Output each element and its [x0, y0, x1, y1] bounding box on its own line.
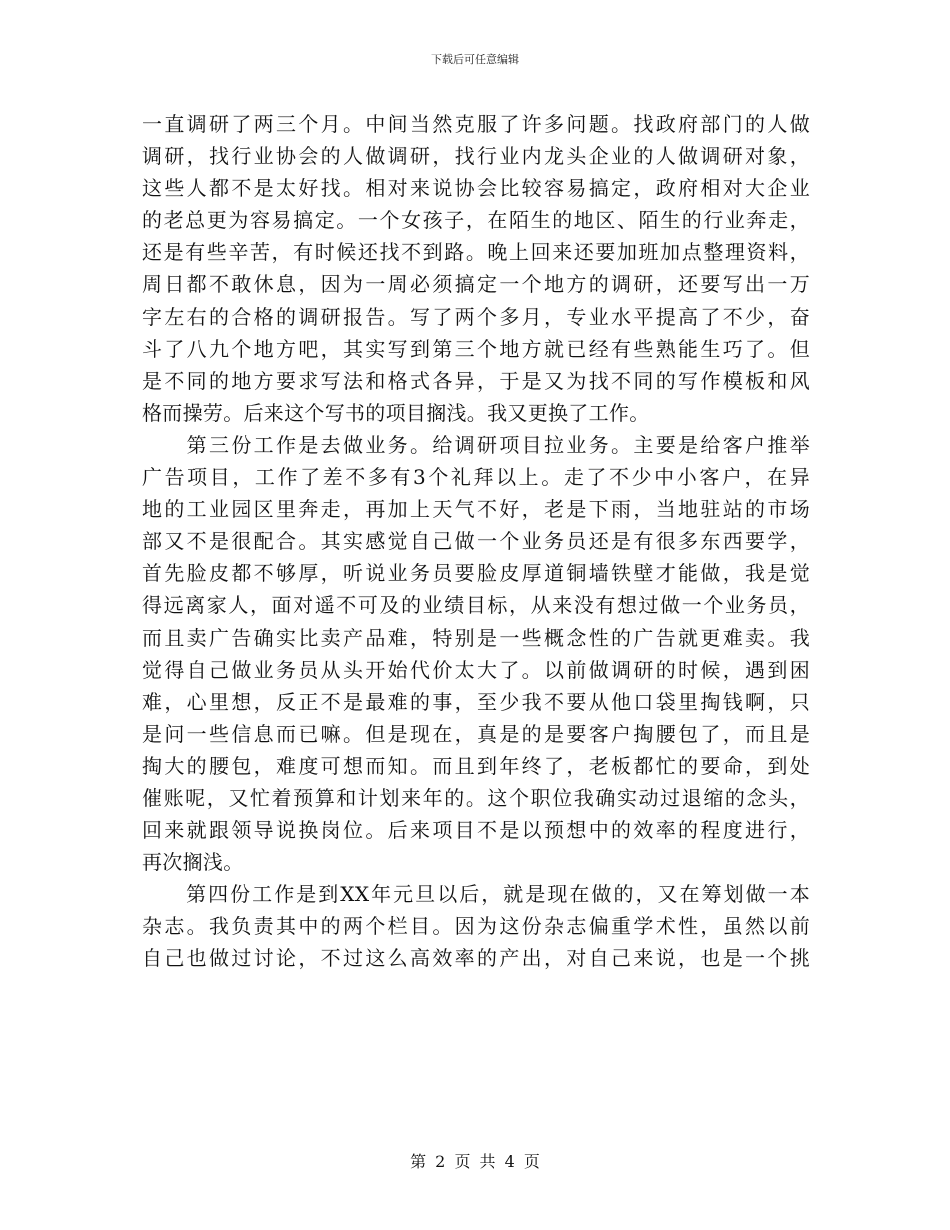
text-line: 周日都不敢休息，因为一周必须搞定一个地方的调研，还要写出一万: [142, 272, 810, 297]
text-line: 是问一些信息而已嘛。但是现在，真是的是要客户掏腰包了，而且是: [142, 721, 810, 746]
text-line: 再次搁浅。: [142, 850, 244, 875]
text-line: 广告项目，工作了差不多有3个礼拜以上。走了不少中小客户，在异: [142, 465, 810, 490]
page-footer: 第 2 页 共 4 页: [410, 1152, 540, 1171]
document-body: [142, 108, 810, 975]
text-line: 的老总更为容易搞定。一个女孩子，在陌生的地区、陌生的行业奔走，: [142, 208, 810, 233]
text-line: 觉得自己做业务员从头开始代价太大了。以前做调研的时候，遇到困: [142, 657, 810, 682]
text-line: 杂志。我负责其中的两个栏目。因为这份杂志偏重学术性，虽然以前: [142, 914, 810, 939]
text-line: 回来就跟领导说换岗位。后来项目不是以预想中的效率的程度进行，: [142, 818, 810, 843]
text-line: 第三份工作是去做业务。给调研项目拉业务。主要是给客户推举: [142, 432, 810, 457]
text-line: 是不同的地方要求写法和格式各异，于是又为找不同的写作模板和风: [142, 368, 810, 393]
text-line: 一直调研了两三个月。中间当然克服了许多问题。找政府部门的人做: [142, 112, 810, 136]
text-line: 掏大的腰包，难度可想而知。而且到年终了，老板都忙的要命，到处: [142, 753, 810, 778]
text-line: 格而操劳。后来这个写书的项目搁浅。我又更换了工作。: [142, 400, 650, 425]
text-line: 首先脸皮都不够厚，听说业务员要脸皮厚道铜墙铁壁才能做，我是觉: [142, 561, 810, 586]
text-line: 自己也做过讨论，不过这么高效率的产出，对自己来说，也是一个挑: [142, 946, 810, 971]
text-line: 这些人都不是太好找。相对来说协会比较容易搞定，政府相对大企业: [142, 176, 810, 201]
text-line: 地的工业园区里奔走，再加上天气不好，老是下雨，当地驻站的市场: [142, 497, 810, 522]
page-header: 下载后可任意编辑: [431, 53, 519, 66]
text-line: 字左右的合格的调研报告。写了两个多月，专业水平提高了不少，奋: [142, 304, 810, 329]
text-line: 还是有些辛苦，有时候还找不到路。晚上回来还要加班加点整理资料，: [142, 240, 810, 265]
text-line: 难，心里想，反正不是最难的事，至少我不要从他口袋里掏钱啊，只: [142, 689, 810, 714]
text-line: 调研，找行业协会的人做调研，找行业内龙头企业的人做调研对象，: [142, 144, 810, 169]
text-line: 而且卖广告确实比卖产品难，特别是一些概念性的广告就更难卖。我: [142, 625, 810, 650]
text-line: 第四份工作是到XX年元旦以后，就是现在做的，又在筹划做一本: [142, 882, 810, 907]
text-line: 部又不是很配合。其实感觉自己做一个业务员还是有很多东西要学，: [142, 529, 810, 554]
text-line: 斗了八九个地方吧，其实写到第三个地方就已经有些熟能生巧了。但: [142, 336, 810, 361]
text-line: 得远离家人，面对遥不可及的业绩目标，从来没有想过做一个业务员，: [142, 593, 810, 618]
text-line: 催账呢，又忙着预算和计划来年的。这个职位我确实动过退缩的念头，: [142, 785, 810, 810]
